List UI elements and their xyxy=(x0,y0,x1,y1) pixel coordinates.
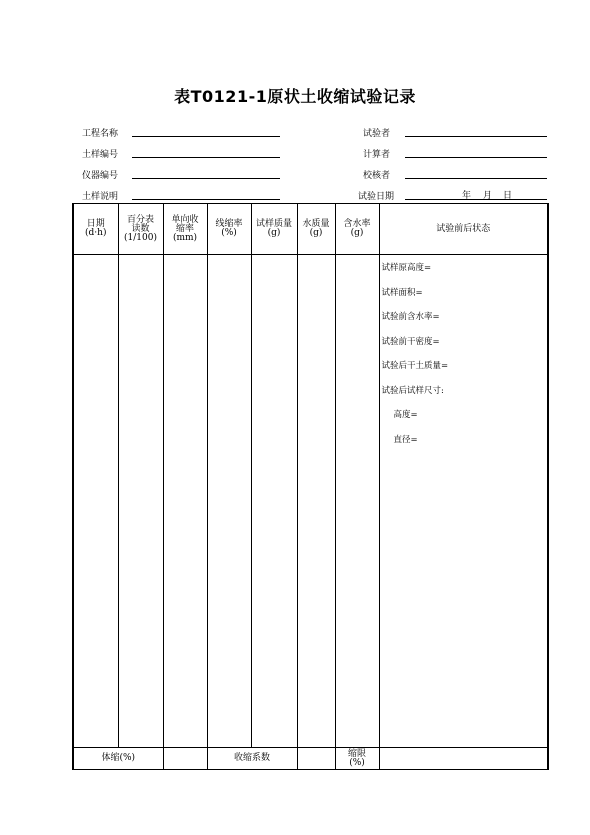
volume-shrinkage-label: 体缩(%) xyxy=(73,748,163,770)
month-label: 月 xyxy=(483,191,493,201)
header-state: 试验前后状态 xyxy=(379,204,548,255)
project-name-field[interactable] xyxy=(132,136,280,137)
header-water-content: 含水率 (g) xyxy=(335,204,379,255)
soil-sample-desc-label: 土样说明 xyxy=(82,192,119,202)
soil-sample-desc-field[interactable] xyxy=(132,199,280,200)
checker-field[interactable] xyxy=(405,178,547,179)
note-diameter: 直径= xyxy=(393,434,418,445)
soil-sample-no-label: 土样编号 xyxy=(82,150,119,160)
sample-mass-cell[interactable] xyxy=(251,255,297,748)
data-row xyxy=(73,255,548,748)
note-post-dimensions: 试验后试样尺寸: xyxy=(381,385,444,396)
project-name-label: 工程名称 xyxy=(82,129,119,139)
header-water-mass: 水质量 (g) xyxy=(297,204,335,255)
page-title: 表T0121-1原状土收缩试验记录 xyxy=(174,87,416,106)
header-dial-reading: 百分表 读数 (1/100) xyxy=(118,204,163,255)
dial-reading-cell[interactable] xyxy=(118,255,163,748)
tester-label: 试验者 xyxy=(363,129,391,139)
header-one-way-shrinkage: 单向收 缩率 (mm) xyxy=(163,204,207,255)
calculator-label: 计算者 xyxy=(363,150,391,160)
note-height: 高度= xyxy=(393,410,418,420)
water-mass-cell[interactable] xyxy=(297,255,335,748)
note-post-dry-mass: 试验后干土质量= xyxy=(381,361,449,371)
header-row xyxy=(73,204,548,255)
shrinkage-coefficient-label: 收缩系数 xyxy=(207,748,297,770)
soil-sample-no-field[interactable] xyxy=(132,157,280,158)
shrinkage-limit-label: 缩限 (%) xyxy=(335,748,379,770)
tester-field[interactable] xyxy=(405,136,547,137)
shrinkage-coefficient-value[interactable] xyxy=(297,748,335,770)
header-sample-mass: 试样质量 (g) xyxy=(251,204,297,255)
header-linear-shrinkage: 线缩率 (%) xyxy=(207,204,251,255)
note-sample-area: 试样面积= xyxy=(381,287,423,298)
header-date: 日期 (d·h) xyxy=(73,204,118,255)
state-notes[interactable] xyxy=(379,255,548,748)
linear-shrinkage-cell[interactable] xyxy=(207,255,251,748)
shrinkage-limit-value[interactable] xyxy=(379,748,548,770)
date-cell[interactable] xyxy=(73,255,118,748)
day-label: 日 xyxy=(503,191,513,201)
volume-shrinkage-value[interactable] xyxy=(163,748,207,770)
note-pre-dry-density: 试验前干密度= xyxy=(381,336,440,347)
record-table xyxy=(72,203,549,770)
one-way-shrinkage-cell[interactable] xyxy=(163,255,207,748)
checker-label: 校核者 xyxy=(363,171,391,181)
instrument-no-field[interactable] xyxy=(132,178,280,179)
calculator-field[interactable] xyxy=(405,157,547,158)
note-original-height: 试样原高度= xyxy=(381,263,432,273)
water-content-cell[interactable] xyxy=(335,255,379,748)
note-pre-water-content: 试验前含水率= xyxy=(381,312,440,322)
test-date-field[interactable] xyxy=(405,199,547,200)
test-date-label: 试验日期 xyxy=(358,192,395,202)
footer-row xyxy=(73,748,548,770)
year-label: 年 xyxy=(462,191,472,201)
instrument-no-label: 仪器编号 xyxy=(82,171,119,181)
